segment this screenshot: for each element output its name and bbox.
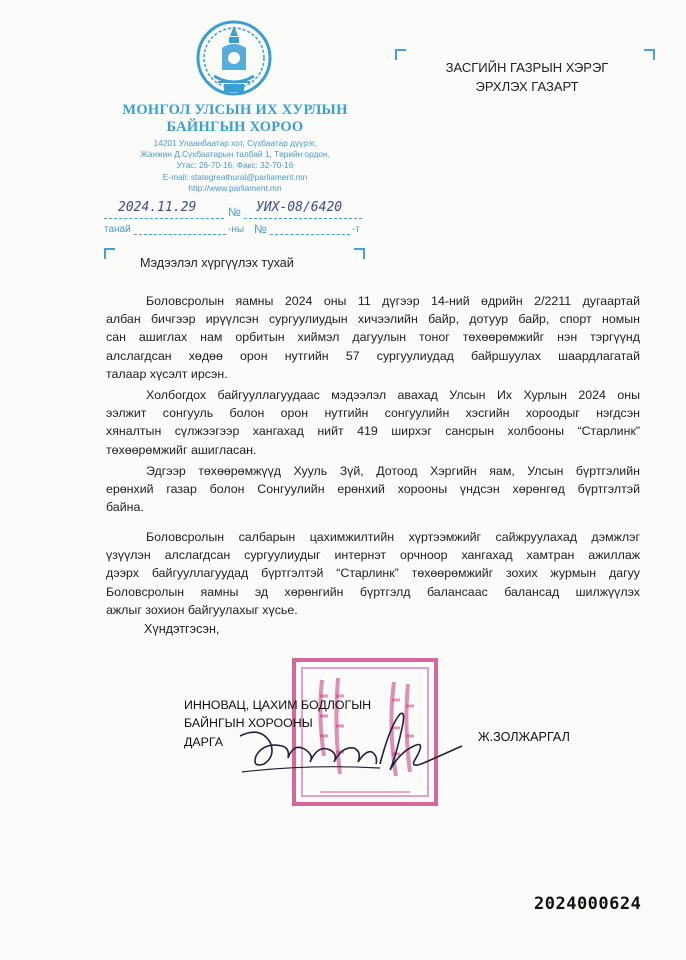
date-underline <box>104 218 224 219</box>
corner-mark <box>395 49 406 60</box>
letter-subject: Мэдээлэл хүргүүлэх тухай <box>140 256 294 270</box>
recipient-line2: ЭРХЛЭХ ГАЗАРТ <box>475 79 579 94</box>
recipient <box>412 58 642 96</box>
body-paragraph-1 <box>106 292 640 383</box>
paragraph-line: талаар хүсэлт ирсэн. <box>106 366 228 381</box>
mongolia-state-emblem-icon <box>196 18 272 100</box>
organization-address <box>96 138 374 194</box>
paragraph-line: ажлыг зохион байгуулахыг хүсье. <box>106 602 298 617</box>
registration-number: 2024000624 <box>534 894 642 914</box>
address-line: Утас: 26-70-16, Факс: 32-70-16 <box>176 160 294 171</box>
paragraph-line: Боловсролын яамны 2024 оны 11 дүгээр 14-ний өдрийн 2/2211 дугаартай <box>146 294 640 308</box>
t-label: -т <box>352 224 360 235</box>
body-paragraph-2 <box>106 386 640 459</box>
tanai-underline <box>134 234 226 235</box>
paragraph-line: ерөнхий газар болон Сонгуулийн ерөнхий хорооны үндсэн хөрөнгөд бүртгэлтэй <box>106 482 640 497</box>
email-line: E-mail: stategreathural@parliament.mn <box>162 171 308 182</box>
address-line: 14201 Улаанбаатар хот, Сүхбаатар дүүрэг, <box>153 138 317 148</box>
paragraph-line: Эдгээр төхөөрөмжүүд Хууль Зүй, Дотоод Хэргийн яам, Улсын бүртгэлийн <box>146 464 640 478</box>
paragraph-line: алслагдсан хөдөө орон нутгийн 57 сургуулиудад байршуулах шаардлагатай <box>106 348 640 363</box>
closing-greeting: Хүндэтгэсэн, <box>144 622 220 636</box>
handwritten-signature <box>230 706 470 780</box>
document-date: 2024.11.29 <box>118 200 197 215</box>
paragraph-line: ээлжит сонгууль болон орон нутгийн сонгуулийн хэсгийн хороодыг нэгдсэн <box>106 406 640 421</box>
paragraph-line: Боловсролын салбарын цахимжилтийн хүртээмжийг сайжруулахад дэмжлэг <box>146 530 640 544</box>
signatory-title-line: ДАРГА <box>184 734 224 749</box>
paragraph-line: Боловсролын яамны эд хөрөнгийн бүртгэлд балансаас балансад шилжүүлэх <box>106 584 640 599</box>
organization-name <box>100 102 370 136</box>
paragraph-line: дээрх байгууллагуудад бүртгэлтэй “Старлинк” төхөөрөмжийг зохих журмын дагуу <box>106 566 640 581</box>
paragraph-line: Холбогдох байгууллагуудаас мэдээлэл авахад Улсын Их Хурлын 2024 оны <box>146 388 640 402</box>
website-line: http://www.parliament.mn <box>188 182 282 193</box>
ref-number-underline <box>270 234 350 235</box>
paragraph-line: байна. <box>106 500 144 515</box>
paragraph-line: үзүүлэн алслагдсан сургуулиудыг интернэт орчноор хангахад хамтран ажиллаж <box>106 548 640 563</box>
corner-mark <box>354 248 365 259</box>
paragraph-line: төхөөрөмжийг ашигласан. <box>106 442 257 457</box>
number-underline <box>244 218 362 219</box>
address-line: Жанжин Д.Сүхбаатарын талбай 1, Төрийн ордон, <box>140 149 330 160</box>
corner-mark <box>104 248 115 259</box>
paragraph-line: хяналтын сүлжээгээр хангахад нийт 419 ширхэг сансрын холбооны “Старлинк” <box>106 424 640 439</box>
nii-label: -ны <box>228 224 245 235</box>
signatory-title-line: ИННОВАЦ, ЦАХИМ БОДЛОГЫН <box>184 698 372 712</box>
body-paragraph-3 <box>106 462 640 517</box>
number-label-2: № <box>254 222 267 236</box>
number-label: № <box>228 205 241 219</box>
tanai-label: танай <box>104 224 131 235</box>
paragraph-line: албан бичгээр ирүүлсэн сургуулиудын хичээлийн байр, дотуур байр, спорт номын <box>106 312 640 327</box>
recipient-line1: ЗАСГИЙН ГАЗРЫН ХЭРЭГ <box>445 60 609 75</box>
signatory-title-line: БАЙНГЫН ХОРООНЫ <box>184 716 313 731</box>
body-paragraph-4 <box>106 528 640 619</box>
corner-mark <box>644 49 655 60</box>
signatory-name: Ж.ЗОЛЖАРГАЛ <box>478 730 570 744</box>
organization-name-line1: МОНГОЛ УЛСЫН ИХ ХУРЛЫН <box>122 102 348 118</box>
organization-name-line2: БАЙНГЫН ХОРОО <box>166 119 304 135</box>
document-number: УИХ-08/6420 <box>256 200 343 215</box>
paragraph-line: сан ашиглах нам орбитын хиймэл дагуулын тоног төхөөрөмжийг нэн тэргүүнд <box>106 330 640 345</box>
